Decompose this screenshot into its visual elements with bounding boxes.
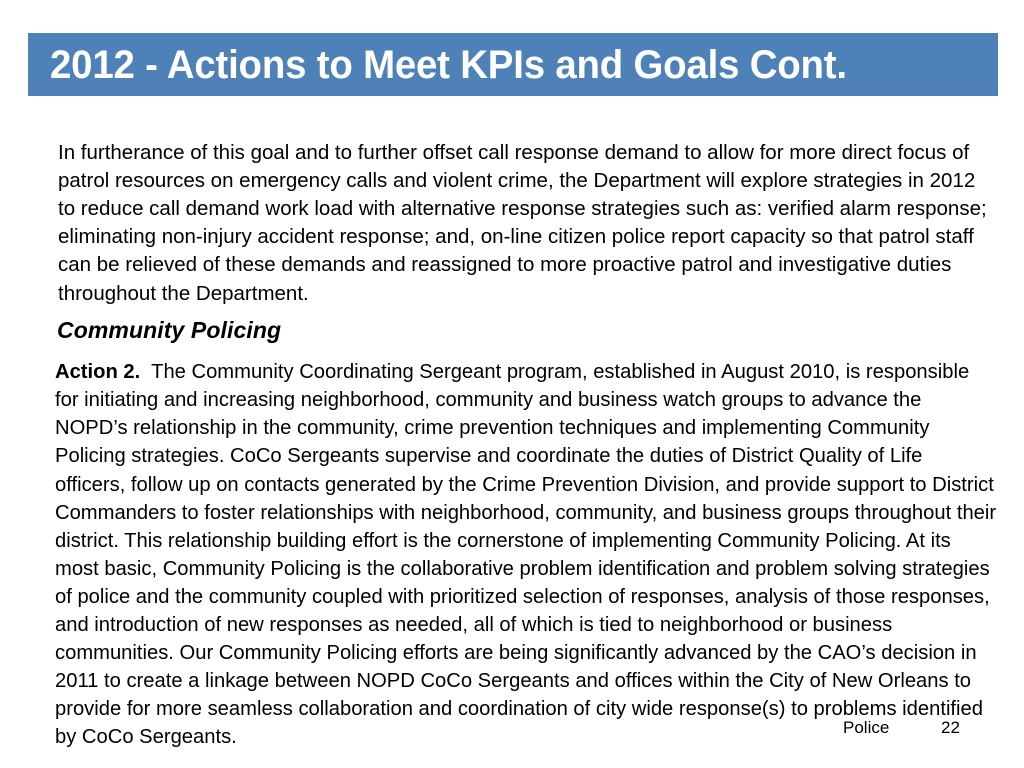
page-title: 2012 - Actions to Meet KPIs and Goals Cont. <box>50 42 847 87</box>
section-heading-community-policing: Community Policing <box>57 317 282 344</box>
action-paragraph-text: The Community Coordinating Sergeant program, established in August 2010, is responsible for initiating and increasing neighborhood, community and business watch groups to advance the NOPD’s relationship in the community, crime prevention techniques and implementing Community Policing strategies. CoCo Sergeants supervise and coordinate the duties of District Quality of Life officers, follow up on contacts generated by the Crime Prevention Division, and provide support to District Commanders to foster relationships with neighborhood, community, and business groups throughout their district. This relationship building effort is the cornerstone of implementing Community Policing. At its most basic, Community Policing is the collaborative problem identification and problem solving strategies of police and the community coupled with prioritized selection of responses, analysis of those responses, and introduction of new responses as needed, all of which is tied to neighborhood or business communities. Our Community Policing efforts are being significantly advanced by the CAO’s decision in 2011 to create a linkage between NOPD CoCo Sergeants and offices within the City of New Orleans to provide for more seamless collaboration and coordination of city wide response(s) to problems identified by CoCo Sergeants. <box>55 361 997 749</box>
footer-page-number: 22 <box>941 718 960 737</box>
intro-paragraph: In furtherance of this goal and to further offset call response demand to allow for more direct focus of patrol resources on emergency calls and violent crime, the Department will explore strategies in 2012 to reduce call demand work load with alternative response strategies such as: verified alarm response; eliminating non-injury accident response; and, on-line citizen police report capacity so that patrol staff can be relieved of these demands and reassigned to more proactive patrol and investigative duties throughout the Department. <box>58 140 987 305</box>
slide-title-bar <box>28 33 998 96</box>
action-paragraph <box>55 358 997 751</box>
action-label: Action 2. <box>55 361 141 384</box>
slide-footer <box>0 718 1024 750</box>
footer-department-label: Police <box>843 718 890 737</box>
